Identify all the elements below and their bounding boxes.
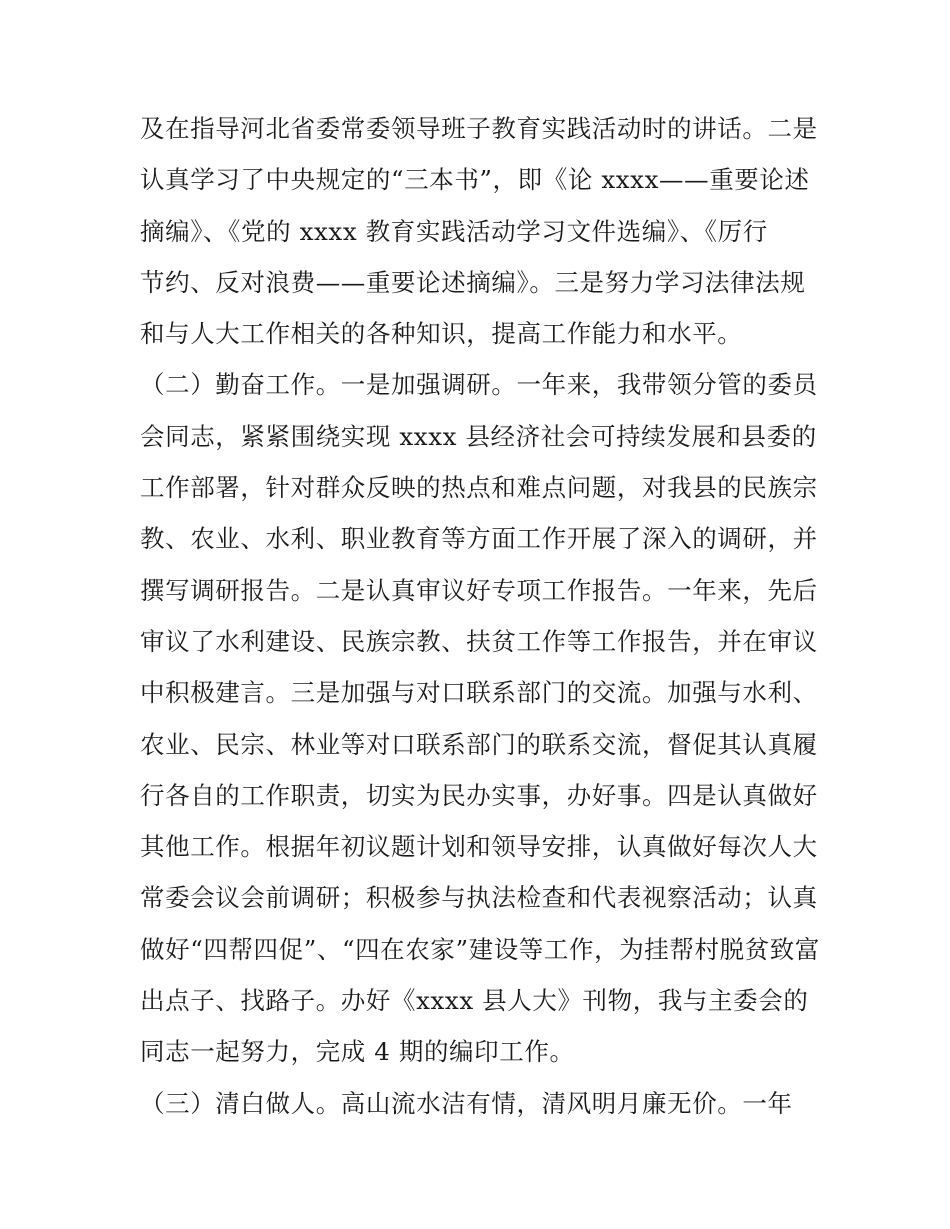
text-line: 撰写调研报告。二是认真审议好专项工作报告。一年来，先后 xyxy=(140,575,818,605)
text-line: 审议了水利建设、民族宗教、扶贫工作等工作报告，并在审议 xyxy=(140,626,818,656)
text-line: 中积极建言。三是加强与对口联系部门的交流。加强与水利、 xyxy=(140,678,818,708)
body-text xyxy=(140,103,820,1129)
text-line: 及在指导河北省委常委领导班子教育实践活动时的讲话。二是 xyxy=(140,114,818,143)
text-line: 摘编》、《党的 xxxx 教育实践活动学习文件选编》、《厉行 xyxy=(140,216,768,246)
text-line: 出点子、找路子。办好《xxxx 县人大》刊物，我与主委会的 xyxy=(140,986,809,1016)
text-line: 农业、民宗、林业等对口联系部门的联系交流，督促其认真履 xyxy=(140,729,818,759)
text-line: 节约、反对浪费——重要论述摘编》。三是努力学习法律法规 xyxy=(140,267,806,297)
text-line: 教、农业、水利、职业教育等方面工作开展了深入的调研，并 xyxy=(140,524,818,554)
text-line: 常委会议会前调研；积极参与执法检查和代表视察活动；认真 xyxy=(140,883,818,913)
text-line: 同志一起努力，完成 4 期的编印工作。 xyxy=(140,1037,575,1067)
section-heading-line: （二）勤奋工作。一是加强调研。一年来，我带领分管的委员 xyxy=(140,370,818,400)
text-line: 行各自的工作职责，切实为民办实事，办好事。四是认真做好 xyxy=(140,780,818,810)
text-line: 工作部署，针对群众反映的热点和难点问题，对我县的民族宗 xyxy=(140,473,818,503)
text-line: 认真学习了中央规定的“三本书”，即《论 xxxx——重要论述 xyxy=(140,165,810,195)
text-line: 其他工作。根据年初议题计划和领导安排，认真做好每次人大 xyxy=(140,832,818,862)
section-heading-line: （三）清白做人。高山流水洁有情，清风明月廉无价。一年 xyxy=(140,1088,793,1118)
text-line: 和与人大工作相关的各种知识，提高工作能力和水平。 xyxy=(140,319,743,349)
text-line: 做好“四帮四促”、“四在农家”建设等工作，为挂帮村脱贫致富 xyxy=(140,934,820,964)
text-line: 会同志，紧紧围绕实现 xxxx 县经济社会可持续发展和县委的 xyxy=(140,421,817,451)
